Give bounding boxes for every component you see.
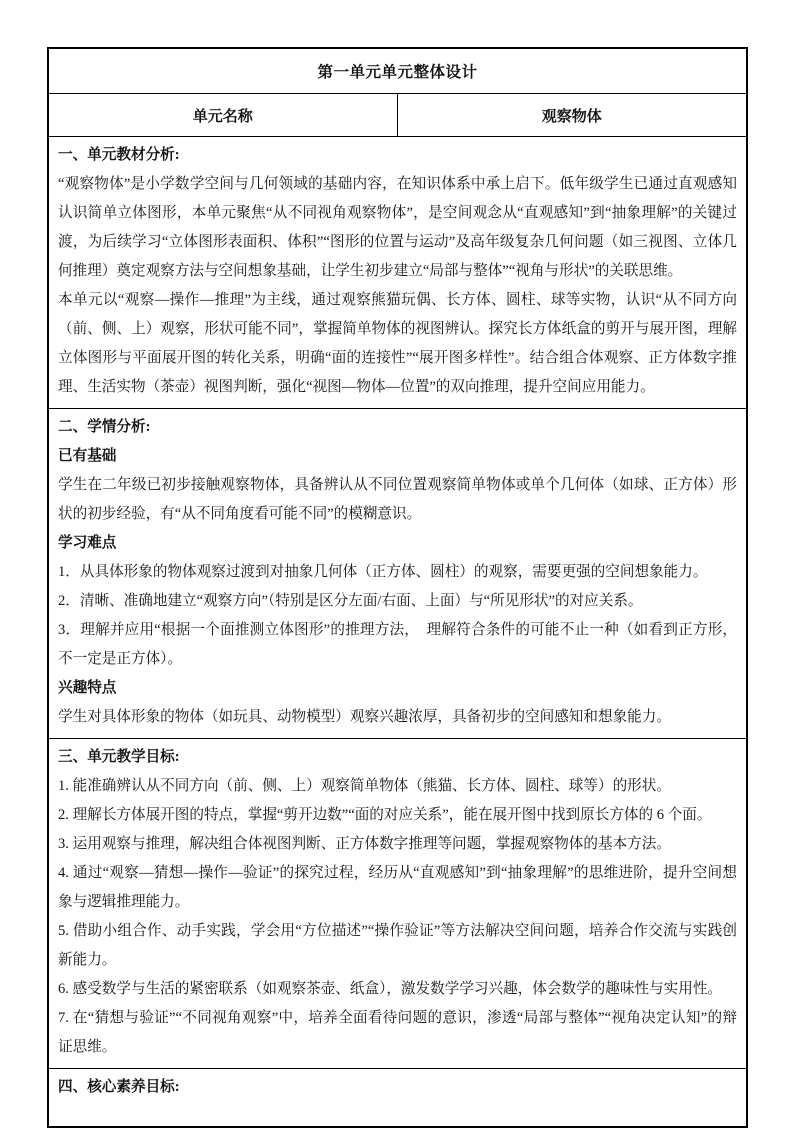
goal-item: 5. 借助小组合作、动手实践，学会用“方位描述”“操作验证”等方法解决空间问题，培养合作交流与实践创新能力。 — [58, 923, 738, 968]
title-row — [48, 48, 747, 94]
unit-design-table — [47, 47, 748, 1128]
section-goals-heading: 三、单元教学目标: — [58, 749, 180, 765]
section-core-heading: 四、核心素养目标: — [58, 1079, 180, 1095]
section-learner-heading: 二、学情分析: — [58, 419, 151, 435]
section-core-cell — [48, 1069, 747, 1128]
section-goals-cell — [48, 739, 747, 1069]
section-material-cell — [48, 137, 747, 409]
section-goals-row — [48, 739, 747, 1069]
goal-item: 7. 在“猜想与验证”“不同视角观察”中，培养全面看待问题的意识，渗透“局部与整体”“视角决定认知”的辩证思维。 — [58, 1010, 738, 1055]
section-learner-row — [48, 409, 747, 739]
learner-difficulty-item: 3．理解并应用“根据一个面推测立体图形”的推理方法， 理解符合条件的可能不止一种（如看到正方形，不一定是正方体）。 — [58, 622, 738, 667]
goal-item: 4. 通过“观察—猜想—操作—验证”的探究过程，经历从“直观感知”到“抽象理解”的思维进阶，提升空间想象与逻辑推理能力。 — [58, 865, 738, 910]
section-material-paragraph: “观察物体”是小学数学空间与几何领域的基础内容，在知识体系中承上启下。低年级学生已通过直观感知认识简单立体图形，本单元聚焦“从不同视角观察物体”，是空间观念从“直观感知”到“抽象理解”的关键过渡，为后续学习“立体图形表面积、体积”“图形的位置与运动”及高年级复杂几何问题（如三视图、立体几何推理）奠定观察方法与空间想象基础，让学生初步建立“局部与整体”“视角与形状”的关联思维。 — [58, 176, 738, 279]
unit-name-label: 单元名称 — [48, 94, 397, 137]
goal-item: 6. 感受数学与生活的紧密联系（如观察茶壶、纸盒），激发数学学习兴趣，体会数学的趣味性与实用性。 — [58, 981, 723, 997]
learner-basis-text: 学生在二年级已初步接触观察物体，具备辨认从不同位置观察简单物体或单个几何体（如球、正方体）形状的初步经验，有“从不同角度看可能不同”的模糊意识。 — [58, 477, 738, 522]
goal-item: 3. 运用观察与推理，解决组合体视图判断、正方体数字推理等问题，掌握观察物体的基本方法。 — [58, 836, 671, 852]
section-material-heading: 一、单元教材分析: — [58, 147, 180, 163]
unit-name-value: 观察物体 — [397, 94, 747, 137]
learner-basis-subheading: 已有基础 — [58, 448, 117, 464]
goal-item: 1. 能准确辨认从不同方向（前、侧、上）观察简单物体（熊猫、长方体、圆柱、球等）的形状。 — [58, 778, 671, 794]
section-material-row — [48, 137, 747, 409]
document-title: 第一单元单元整体设计 — [48, 48, 747, 94]
learner-interest-text: 学生对具体形象的物体（如玩具、动物模型）观察兴趣浓厚，具备初步的空间感知和想象能力。 — [58, 709, 671, 725]
learner-difficulty-item: 2．清晰、准确地建立“观察方向”（特别是区分左面/右面、上面）与“所见形状”的对应关系。 — [58, 593, 643, 609]
unit-name-row — [48, 94, 747, 137]
section-core-row — [48, 1069, 747, 1128]
learner-interest-subheading: 兴趣特点 — [58, 680, 117, 696]
section-material-paragraph: 本单元以“观察—操作—推理”为主线，通过观察熊猫玩偶、长方体、圆柱、球等实物，认识“从不同方向（前、侧、上）观察，形状可能不同”，掌握简单物体的视图辨认。探究长方体纸盒的剪开与展开图，理解立体图形与平面展开图的转化关系，明确“面的连接性”“展开图多样性”。结合组合体观察、正方体数字推理、生活实物（茶壶）视图判断，强化“视图—物体—位置”的双向推理，提升空间应用能力。 — [58, 292, 738, 395]
section-learner-cell — [48, 409, 747, 739]
learner-difficulty-subheading: 学习难点 — [58, 535, 117, 551]
goal-item: 2. 理解长方体展开图的特点，掌握“剪开边数”“面的对应关系”，能在展开图中找到原长方体的 6 个面。 — [58, 807, 712, 823]
learner-difficulty-item: 1．从具体形象的物体观察过渡到对抽象几何体（正方体、圆柱）的观察，需要更强的空间想象能力。 — [58, 564, 708, 580]
